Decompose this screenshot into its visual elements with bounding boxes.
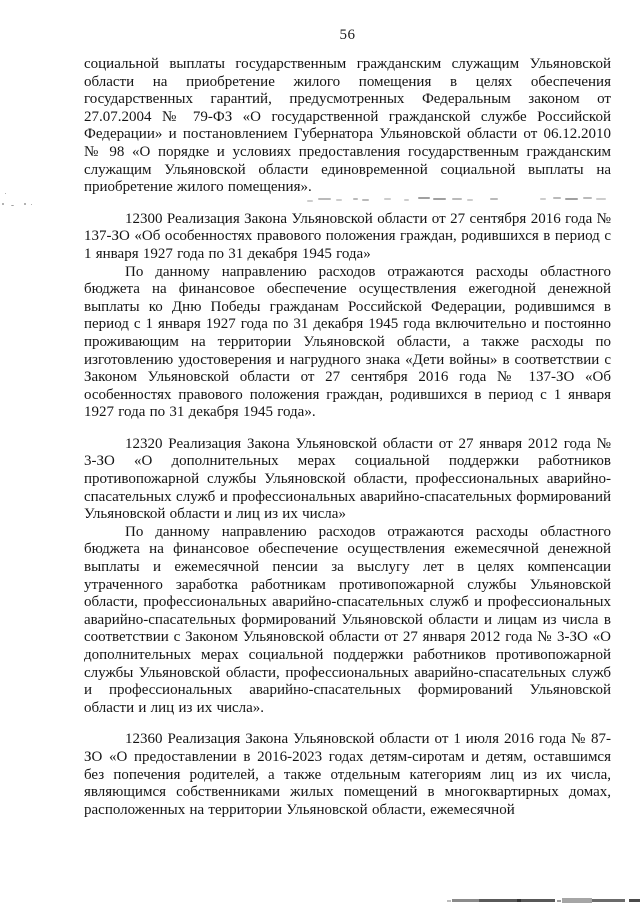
paragraph-12320-description: По данному направлению расходов отражаются расходы областного бюджета на финансовое обеспечение осуществления ежемесячной денежной выплаты и ежемесячной пенсии за выслугу лет в целях компенсации утраченного заработка работникам противопожарной службы Ульяновской области, профессиональных аварийно-спасательных служб и профессиональных аварийно-спасательных формирований Ульяновской области и лицам из числа в соответствии с Законом Ульяновской области от 27 января 2012 года № 3-ЗО «О дополнительных мерах социальной поддержки работников противопожарной службы Ульяновской области, профессиональных аварийно-спасательных служб и профессиональных аварийно-спасательных формирований Ульяновской области и лиц из их числа». bbox=[84, 523, 611, 716]
paragraph-section-12320: 12320 Реализация Закона Ульяновской области от 27 января 2012 года № 3-ЗО «О дополнительных мерах социальной поддержки работников противопожарной службы Ульяновской области, профессиональных аварийно-спасательных служб и профессиональных аварийно-спасательных формирований Ульяновской области и лиц из их числа» bbox=[84, 435, 611, 523]
document-body bbox=[84, 56, 611, 819]
paragraph-12300-description: По данному направлению расходов отражаются расходы областного бюджета на финансовое обеспечение осуществления ежегодной денежной выплаты ко Дню Победы гражданам Российской Федерации, родившимся в период с 1 января 1927 года по 31 декабря 1945 года включительно и постоянно проживающим на территории Ульяновской области, а также расходы по изготовлению удостоверения и нагрудного знака «Дети войны» в соответствии с Законом Ульяновской области от 27 сентября 2016 года № 137-ЗО «Об особенностях правового положения граждан, родившихся в период с 1 января 1927 года по 31 декабря 1945 года». bbox=[84, 263, 611, 421]
paragraph-section-12360: 12360 Реализация Закона Ульяновской области от 1 июля 2016 года № 87-ЗО «О предоставлении в 2016-2023 годах детям-сиротам и детям, оставшимся без попечения родителей, а также отдельным категориям лиц из их числа, являющимся собственниками жилых помещений в многоквартирных домах, расположенных на территории Ульяновской области, ежемесячной bbox=[84, 731, 611, 818]
paragraph-continuation: социальной выплаты государственным гражданским служащим Ульяновской области на приобретение жилого помещения в целях обеспечения государственных гарантий, предусмотренных Федеральным законом от 27.07.2004 № 79-ФЗ «О государственной гражданской службе Российской Федерации» и постановлением Губернатора Ульяновской области от 06.12.2010 № 98 «О порядке и условиях предоставления государственным гражданским служащим Ульяновской области единовременной социальной выплаты на приобретение жилого помещения». bbox=[84, 56, 611, 196]
page-number: 56 bbox=[339, 27, 356, 43]
paragraph-section-12300: 12300 Реализация Закона Ульяновской области от 27 сентября 2016 года № 137-ЗО «Об особенностях правового положения граждан, родившихся в период с 1 января 1927 года по 31 декабря 1945 года» bbox=[84, 210, 611, 262]
